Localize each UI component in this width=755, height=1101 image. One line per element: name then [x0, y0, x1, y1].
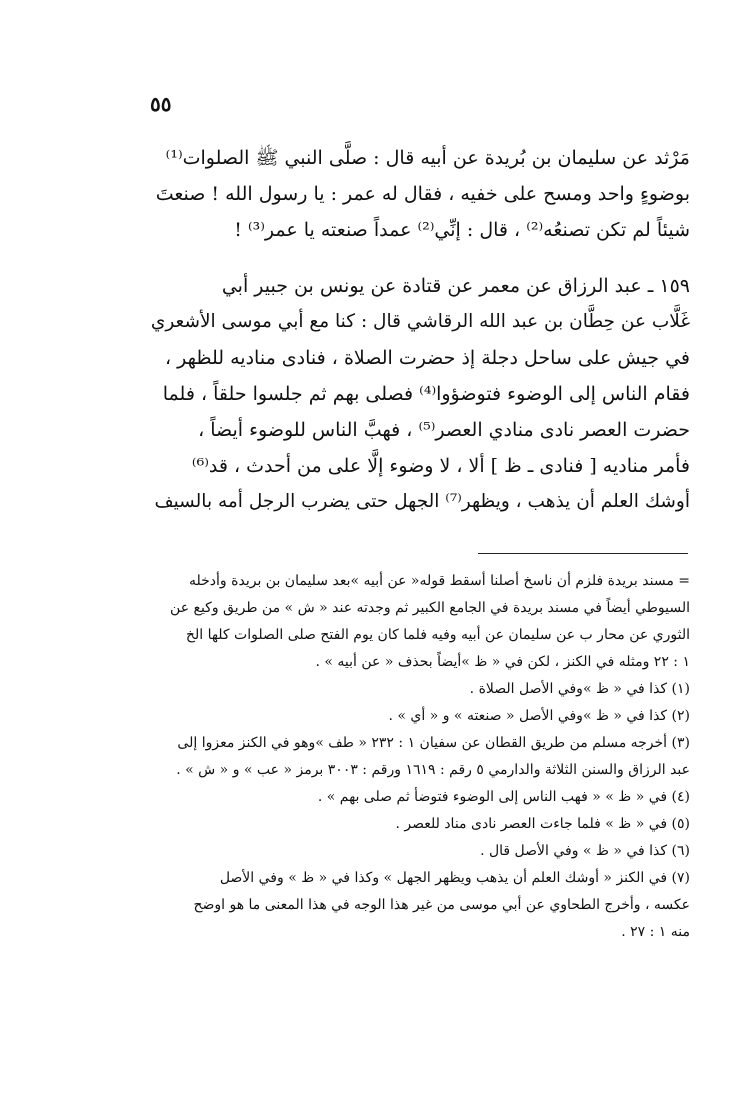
footnote-line: عكسه ، وأخرج الطحاوي عن أبي موسى من غير هذا الوجه في هذا المعنى ما هو اوضح — [193, 897, 690, 913]
footnote-line: عبد الرزاق والسنن الثلاثة والدارمي ٥ رقم : ١٦١٩ ورقم : ٣٠٠٣ برمز « عب » و « ش » . — [176, 762, 690, 778]
main-line: ١٥٩ ـ عبد الرزاق عن معمر عن قتادة عن يونس بن جبير أبي — [221, 275, 690, 297]
main-line: فقام الناس إلى الوضوء فتوضؤوا⁽⁴⁾ فصلى بهم ثم جلسوا حلقاً ، فلما — [162, 383, 690, 405]
footnote-divider — [478, 553, 688, 554]
main-line: في جيش على ساحل دجلة إذ حضرت الصلاة ، فنادى مناديه للظهر ، — [165, 347, 690, 369]
footnote-line: (٢) كذا في « ظ »وفي الأصل « صنعته » و « أي » . — [388, 708, 690, 724]
footnotes — [150, 568, 690, 946]
page-number: ٥٥ — [150, 92, 172, 116]
main-line: بوضوءٍ واحد ومسح على خفيه ، فقال له عمر : يا رسول الله ! صنعتَ — [155, 183, 690, 205]
footnote-line: (٧) في الكنز « أوشك العلم أن يذهب ويظهر الجهل » وكذا في « ظ » وفي الأصل — [219, 870, 690, 886]
footnote-line: (٦) كذا في « ظ » وفي الأصل قال . — [480, 843, 690, 859]
footnote-line: ١ : ٢٢ ومثله في الكنز ، لكن في « ظ »أيضاً بحذف « عن أبيه » . — [315, 654, 690, 670]
footnote-line: (٥) في « ظ » فلما جاءت العصر نادى مناد للعصر . — [395, 816, 690, 832]
main-line: فأمر مناديه [ فنادى ـ ظ ] ألا ، لا وضوء إلَّا على من أحدث ، قد⁽⁶⁾ — [191, 455, 690, 477]
main-line: حضرت العصر نادى منادي العصر⁽⁵⁾ ، فهبَّ الناس للوضوء أيضاً ، — [198, 419, 690, 441]
footnote-line: السيوطي أيضاً في مسند بريدة في الجامع الكبير ثم وجدته عند « ش » من طريق وكيع عن — [170, 600, 690, 616]
main-line: غَلَّاب عن حِطَّان بن عبد الله الرقاشي قال : كنا مع أبي موسى الأشعري — [150, 311, 690, 332]
footnote-line: (٤) في « ظ » « فهب الناس إلى الوضوء فتوضأ ثم صلى بهم » . — [317, 789, 690, 805]
main-line: مَرْثد عن سليمان بن بُريدة عن أبيه قال : صلَّى النبي ﷺ الصلوات⁽¹⁾ — [165, 147, 690, 169]
footnote-line: (٣) أخرجه مسلم من طريق القطان عن سفيان ١ : ٢٣٢ « طف »وهو في الكنز معزوا إلى — [177, 735, 690, 751]
main-line: أوشك العلم أن يذهب ، ويظهر⁽⁷⁾ الجهل حتى يضرب الرجل أمه بالسيف — [154, 491, 690, 512]
footnote-line: منه ١ : ٢٧ . — [621, 924, 690, 940]
main-line: شيئاً لم تكن تصنعُه⁽²⁾ ، قال : إنِّي⁽²⁾ عمداً صنعته يا عمر⁽³⁾ ! — [234, 219, 690, 241]
footnote-line: الثوري عن محار ب عن سليمان عن أبيه وفيه فلما كان يوم الفتح صلى الصلوات كلها الخ — [185, 627, 690, 643]
footnote-line: = مسند بريدة فلزم أن ناسخ أصلنا أسقط قوله« عن أبيه »بعد سليمان بن بريدة وأدخله — [189, 573, 690, 589]
main-text — [150, 140, 690, 520]
paragraph-gap — [150, 248, 690, 268]
footnote-line: (١) كذا في « ظ »وفي الأصل الصلاة . — [469, 681, 690, 697]
